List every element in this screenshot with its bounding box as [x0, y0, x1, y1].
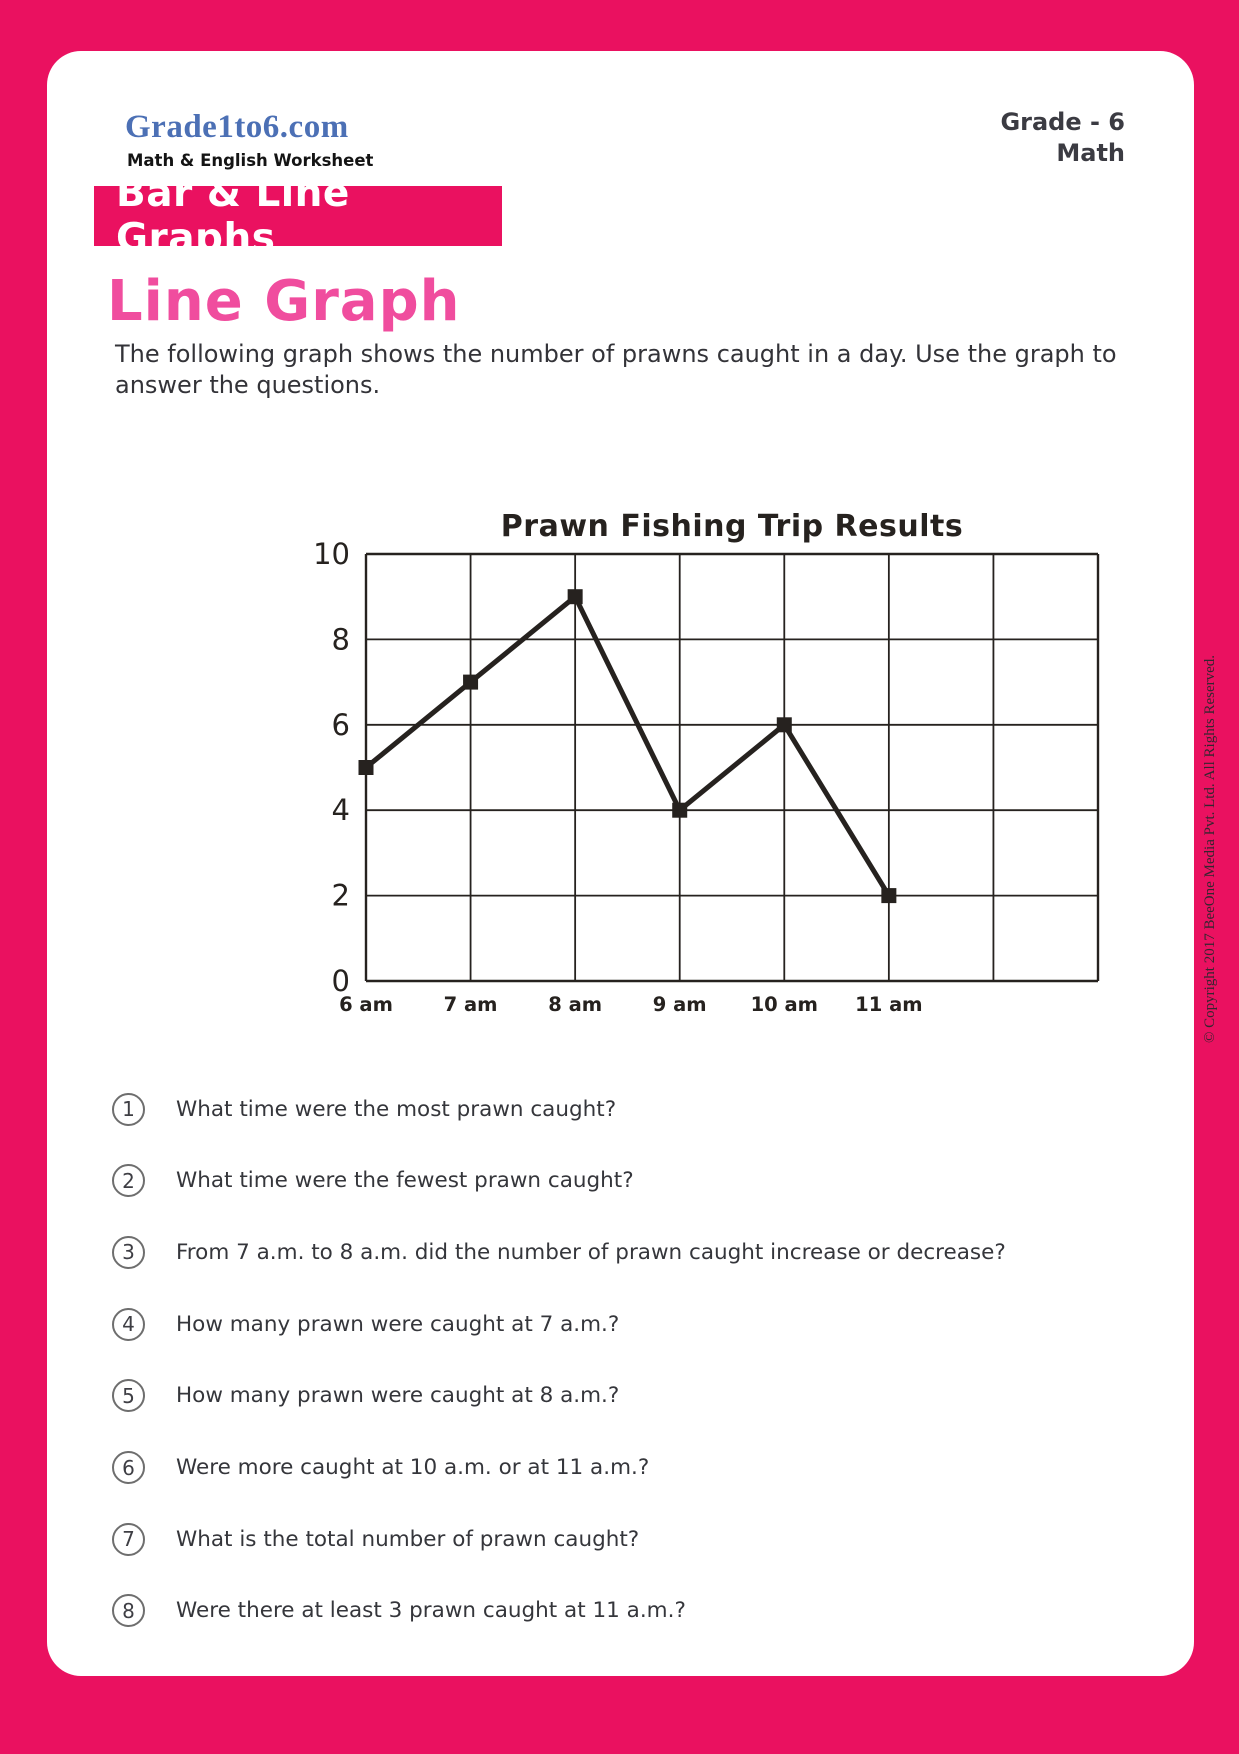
data-point-marker	[672, 803, 687, 818]
chart-title: Prawn Fishing Trip Results	[500, 509, 964, 544]
question-text: What time were the fewest prawn caught?	[176, 1168, 634, 1194]
question-number-circle: 8	[112, 1594, 145, 1627]
y-axis-tick-label: 0	[331, 964, 350, 998]
site-logo: Grade1to6.com	[125, 109, 349, 145]
data-point-marker	[568, 589, 583, 604]
data-point-marker	[881, 888, 896, 903]
question-text: Were there at least 3 prawn caught at 11 a.m.?	[176, 1598, 686, 1624]
question-number-circle: 4	[112, 1308, 145, 1341]
y-axis-tick-label: 6	[331, 707, 350, 742]
question-number-circle: 7	[112, 1523, 145, 1556]
site-tagline: Math & English Worksheet	[127, 151, 374, 170]
x-axis-tick-label: 6 am	[339, 993, 393, 1016]
data-point-marker	[359, 760, 374, 775]
question-text: How many prawn were caught at 8 a.m.?	[176, 1383, 620, 1409]
line-chart	[295, 494, 1119, 1034]
question-row	[112, 1164, 634, 1198]
question-text: What time were the most prawn caught?	[176, 1096, 617, 1122]
y-axis-tick-label: 8	[331, 622, 350, 657]
question-row	[112, 1379, 619, 1413]
x-axis-tick-label: 8 am	[548, 993, 603, 1016]
topic-banner	[94, 171, 502, 261]
content-sheet	[47, 51, 1194, 1676]
subject-label: Math	[1056, 139, 1125, 167]
data-line	[366, 597, 889, 896]
question-row	[112, 1451, 649, 1485]
y-axis-tick-label: 2	[331, 878, 350, 913]
x-axis-tick-label: 9 am	[652, 993, 707, 1016]
page-title: Line Graph	[107, 269, 461, 334]
question-number-circle: 6	[112, 1451, 145, 1484]
question-text: Were more caught at 10 a.m. or at 11 a.m.?	[176, 1455, 650, 1480]
grade-label: Grade - 6	[1000, 108, 1125, 136]
y-axis-tick-label: 4	[331, 793, 350, 828]
question-text: How many prawn were caught at 7 a.m.?	[176, 1311, 620, 1337]
x-axis-tick-label: 11 am	[855, 993, 923, 1016]
question-number-circle: 5	[112, 1379, 145, 1412]
question-row	[112, 1307, 619, 1341]
question-row	[112, 1594, 686, 1628]
question-number-circle: 3	[112, 1236, 145, 1269]
question-row	[112, 1235, 1006, 1269]
y-axis-tick-label: 10	[313, 537, 350, 571]
question-row	[112, 1092, 616, 1126]
grade-subject-block	[1000, 107, 1125, 169]
question-text: From 7 a.m. to 8 a.m. did the number of prawn caught increase or decrease?	[176, 1239, 1006, 1265]
question-text: What is the total number of prawn caught?	[176, 1526, 640, 1552]
x-axis-tick-label: 10 am	[750, 993, 818, 1016]
question-number-circle: 2	[112, 1164, 145, 1197]
instructions-text: The following graph shows the number of prawns caught in a day. Use the graph to answer the questions.	[115, 340, 1117, 399]
copyright-vertical-text: © Copyright 2017 BeeOne Media Pvt. Ltd. All Rights Reserved.	[1202, 654, 1218, 1044]
topic-banner-label: Bar & Line Graphs	[116, 171, 350, 261]
x-axis-tick-label: 7 am	[443, 993, 498, 1016]
data-point-marker	[777, 717, 792, 732]
question-number-circle: 1	[112, 1093, 145, 1126]
data-point-marker	[463, 675, 478, 690]
question-row	[112, 1522, 639, 1556]
